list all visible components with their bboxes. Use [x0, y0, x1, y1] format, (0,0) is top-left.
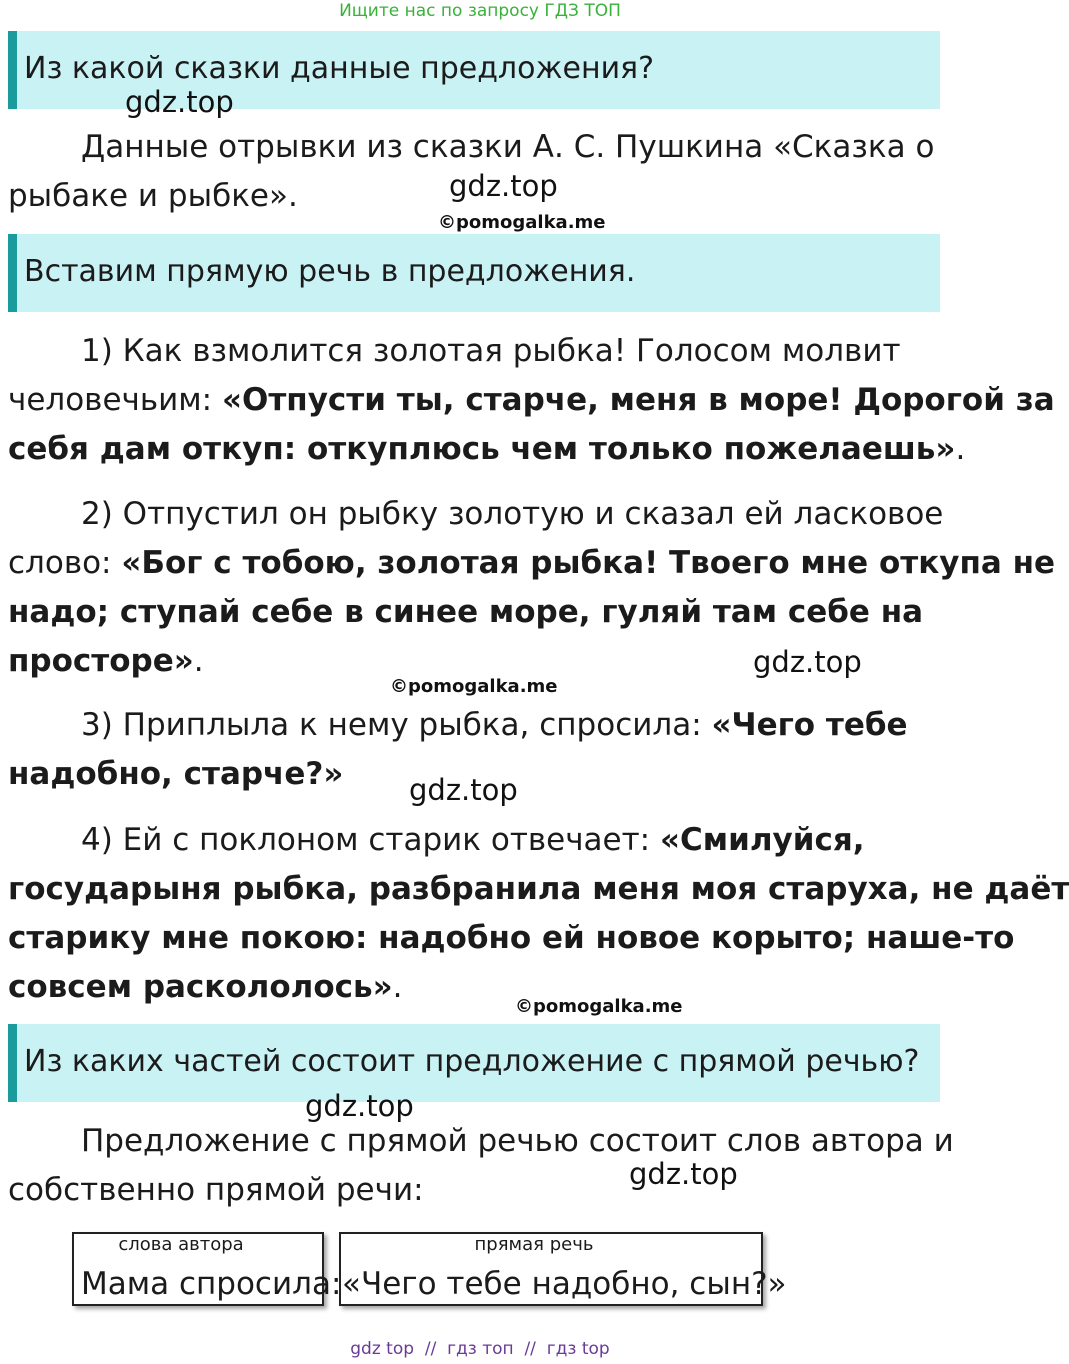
- direct-speech: просторе»: [8, 643, 194, 679]
- watermark-pomogalka: ©pomogalka.me: [438, 212, 606, 233]
- item-2-line-2: слово: «Бог с тобою, золотая рыбка! Твоего мне откупа не: [8, 545, 1056, 581]
- author-words-text: Мама спросила:: [81, 1266, 342, 1302]
- item-4-line-1: 4) Ей с поклоном старик отвечает: «Смилуйся,: [81, 822, 865, 858]
- top-banner: Ищите нас по запросу ГДЗ ТОП: [339, 1, 621, 21]
- direct-speech: надобно, старче?»: [8, 756, 344, 792]
- item-2-line-3: [8, 594, 923, 630]
- direct-speech: совсем раскололось»: [8, 969, 393, 1005]
- question-3-title: Из каких частей состоит предложение с прямой речью?: [24, 1044, 920, 1079]
- item-2-line-4: просторе».: [8, 643, 204, 679]
- item-4-line-4: совсем раскололось».: [8, 969, 403, 1005]
- question-2-title: Вставим прямую речь в предложения.: [24, 254, 636, 289]
- watermark-gdz: gdz.top: [449, 169, 558, 203]
- watermark-pomogalka: ©pomogalka.me: [390, 676, 558, 697]
- direct-speech: надо; ступай себе в синее море, гуляй там себе на: [8, 594, 924, 630]
- watermark-gdz: gdz.top: [753, 645, 862, 679]
- author-words-label: слова автора: [118, 1234, 244, 1255]
- item-4-line-3: [8, 920, 1014, 956]
- direct-speech: «Отпусти ты, старче, меня в море! Дорогой за: [221, 382, 1055, 418]
- watermark-gdz: gdz.top: [629, 1157, 738, 1191]
- footer-links: gdz top // гдз топ // гдз top: [350, 1339, 610, 1359]
- answer-1-line-2: рыбаке и рыбке».: [8, 178, 298, 214]
- question-1-title: Из какой сказки данные предложения?: [24, 51, 655, 86]
- watermark-gdz: gdz.top: [125, 85, 234, 119]
- watermark-gdz: gdz.top: [409, 773, 518, 807]
- answer-3-line-1: Предложение с прямой речью состоит слов автора и: [81, 1123, 954, 1159]
- direct-speech-text: «Чего тебе надобно, сын?»: [342, 1266, 787, 1302]
- item-1-line-3: себя дам откуп: откуплюсь чем только пожелаешь».: [8, 431, 966, 467]
- direct-speech: «Смилуйся,: [659, 822, 865, 858]
- direct-speech: себя дам откуп: откуплюсь чем только пожелаешь»: [8, 431, 956, 467]
- item-3-line-2: [8, 756, 343, 792]
- answer-3-line-2: собственно прямой речи:: [8, 1172, 424, 1208]
- direct-speech: государыня рыбка, разбранила меня моя старуха, не даёт: [8, 871, 1069, 907]
- watermark-gdz: gdz.top: [305, 1089, 414, 1123]
- item-1-line-1: 1) Как взмолится золотая рыбка! Голосом молвит: [81, 333, 901, 369]
- watermark-pomogalka: ©pomogalka.me: [515, 996, 683, 1017]
- item-1-line-2: человечьим: «Отпусти ты, старче, меня в море! Дорогой за: [8, 382, 1055, 418]
- item-2-line-1: 2) Отпустил он рыбку золотую и сказал ей ласковое: [81, 496, 944, 532]
- item-3-line-1: 3) Приплыла к нему рыбка, спросила: «Чего тебе: [81, 707, 908, 743]
- direct-speech: старику мне покою: надобно ей новое корыто; наше-то: [8, 920, 1015, 956]
- item-4-line-2: [8, 871, 1069, 907]
- direct-speech-label: прямая речь: [474, 1234, 594, 1255]
- direct-speech: «Бог с тобою, золотая рыбка! Твоего мне откупа не: [121, 545, 1056, 581]
- answer-1-line-1: Данные отрывки из сказки А. С. Пушкина «Сказка о: [81, 129, 935, 165]
- direct-speech: «Чего тебе: [711, 707, 908, 743]
